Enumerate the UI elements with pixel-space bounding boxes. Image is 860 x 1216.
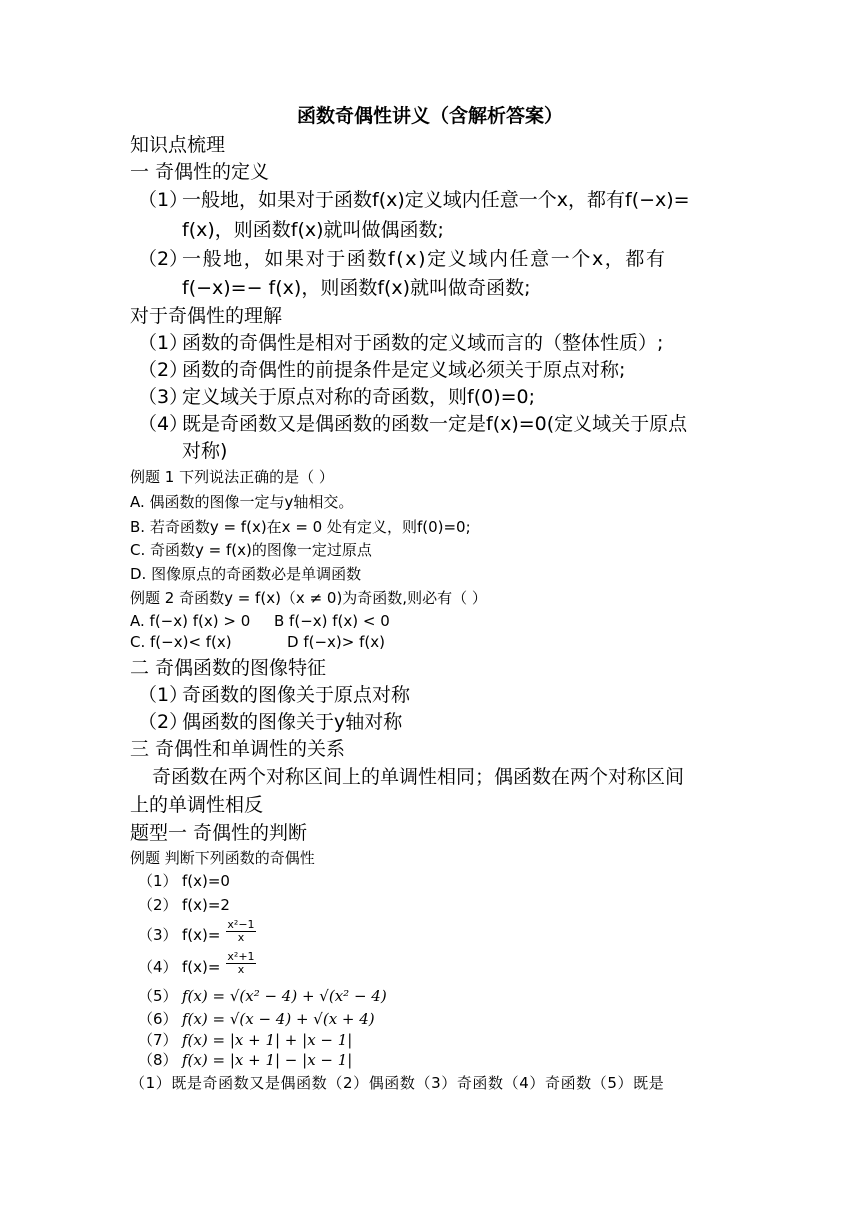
- section-1-heading: 一 奇偶性的定义: [130, 161, 270, 183]
- example-1-option-a: A. 偶函数的图像一定与y轴相交。: [130, 493, 354, 511]
- page-title: 函数奇偶性讲义（含解析答案）: [296, 105, 563, 127]
- def-item-1-line2: f(x)，则函数f(x)就叫做偶函数;: [182, 219, 444, 241]
- example-1-question: 例题 1 下列说法正确的是（ ）: [130, 468, 334, 486]
- function-4-denominator: x: [237, 963, 245, 976]
- function-4-prefix: f(x)=: [182, 958, 221, 976]
- function-5-number: （5）: [138, 987, 178, 1005]
- understanding-heading: 对于奇偶性的理解: [130, 305, 283, 327]
- understanding-item-4-text-cont: 对称): [182, 440, 228, 462]
- example-2-option-d: D f(−x)> f(x): [287, 633, 385, 651]
- type-1-prompt: 例题 判断下列函数的奇偶性: [130, 849, 315, 867]
- function-7-number: （7）: [138, 1031, 178, 1049]
- graph-item-2-text: 偶函数的图像关于y轴对称: [182, 711, 403, 733]
- function-3-fraction: [226, 919, 256, 944]
- function-4-fraction: [226, 951, 256, 976]
- function-3-denominator: x: [237, 931, 245, 944]
- understanding-item-1-text: 函数的奇偶性是相对于函数的定义域而言的（整体性质）;: [182, 332, 664, 354]
- example-1-option-b: B. 若奇函数y = f(x)在x = 0 处有定义，则f(0)=0;: [130, 518, 471, 536]
- understanding-item-1-number: （1）: [138, 332, 189, 354]
- def-item-1-number: （1）: [138, 189, 189, 211]
- function-8-expression: f(x) = |x + 1| − |x − 1|: [182, 1051, 353, 1069]
- function-6-expression: f(x) = √(x − 4) + √(x + 4): [182, 1010, 375, 1028]
- function-3-number: （3）: [138, 926, 178, 944]
- understanding-item-2-number: （2）: [138, 359, 189, 381]
- understanding-item-2-text: 函数的奇偶性的前提条件是定义域必须关于原点对称;: [182, 359, 626, 381]
- understanding-item-3-text: 定义域关于原点对称的奇函数，则f(0)=0;: [182, 386, 536, 408]
- def-item-2-line1: 一般地，如果对于函数f(x)定义域内任意一个x，都有: [182, 248, 667, 270]
- type-1-answer: （1）既是奇函数又是偶函数（2）偶函数（3）奇函数（4）奇函数（5）既是: [130, 1074, 665, 1092]
- section-3-heading: 三 奇偶性和单调性的关系: [130, 738, 346, 760]
- example-1-option-d: D. 图像原点的奇函数必是单调函数: [130, 565, 362, 583]
- function-5-expression: f(x) = √(x² − 4) + √(x² − 4): [182, 987, 387, 1005]
- function-2-expression: f(x)=2: [182, 896, 230, 914]
- function-3-numerator: x²−1: [227, 918, 255, 931]
- example-2-option-a: A. f(−x) f(x) > 0: [130, 612, 251, 630]
- graph-item-1-number: （1）: [138, 684, 189, 706]
- graph-item-1-text: 奇函数的图像关于原点对称: [182, 684, 411, 706]
- example-2-option-b: B f(−x) f(x) < 0: [274, 612, 390, 630]
- def-item-1-line1: 一般地，如果对于函数f(x)定义域内任意一个x，都有f(−x)=: [182, 189, 690, 211]
- def-item-2-number: （2）: [138, 248, 189, 270]
- function-3-prefix: f(x)=: [182, 926, 221, 944]
- example-2-question: 例题 2 奇函数y = f(x)（x ≠ 0)为奇函数,则必有（ ）: [130, 589, 487, 607]
- understanding-item-4-text: 既是奇函数又是偶函数的函数一定是f(x)=0(定义域关于原点: [182, 413, 688, 435]
- section-3-paragraph-line2: 上的单调性相反: [130, 794, 264, 816]
- function-2-number: （2）: [138, 896, 178, 914]
- def-item-2-line2: f(−x)=− f(x)，则函数f(x)就叫做奇函数;: [182, 277, 531, 299]
- function-7-expression: f(x) = |x + 1| + |x − 1|: [182, 1031, 353, 1049]
- type-1-heading: 题型一 奇偶性的判断: [130, 822, 308, 844]
- function-6-number: （6）: [138, 1010, 178, 1028]
- example-2-option-c: C. f(−x)< f(x): [130, 633, 232, 651]
- section-2-heading: 二 奇偶函数的图像特征: [130, 657, 327, 679]
- example-1-option-c: C. 奇函数y = f(x)的图像一定过原点: [130, 541, 372, 559]
- function-1-number: （1）: [138, 872, 178, 890]
- graph-item-2-number: （2）: [138, 711, 189, 733]
- understanding-item-4-number: （4）: [138, 413, 189, 435]
- function-4-numerator: x²+1: [227, 950, 255, 963]
- overview-heading: 知识点梳理: [130, 134, 226, 156]
- function-1-expression: f(x)=0: [182, 872, 230, 890]
- understanding-item-3-number: （3）: [138, 386, 189, 408]
- section-3-paragraph-line1: 奇函数在两个对称区间上的单调性相同；偶函数在两个对称区间: [152, 766, 685, 788]
- function-4-number: （4）: [138, 958, 178, 976]
- function-8-number: （8）: [138, 1051, 178, 1069]
